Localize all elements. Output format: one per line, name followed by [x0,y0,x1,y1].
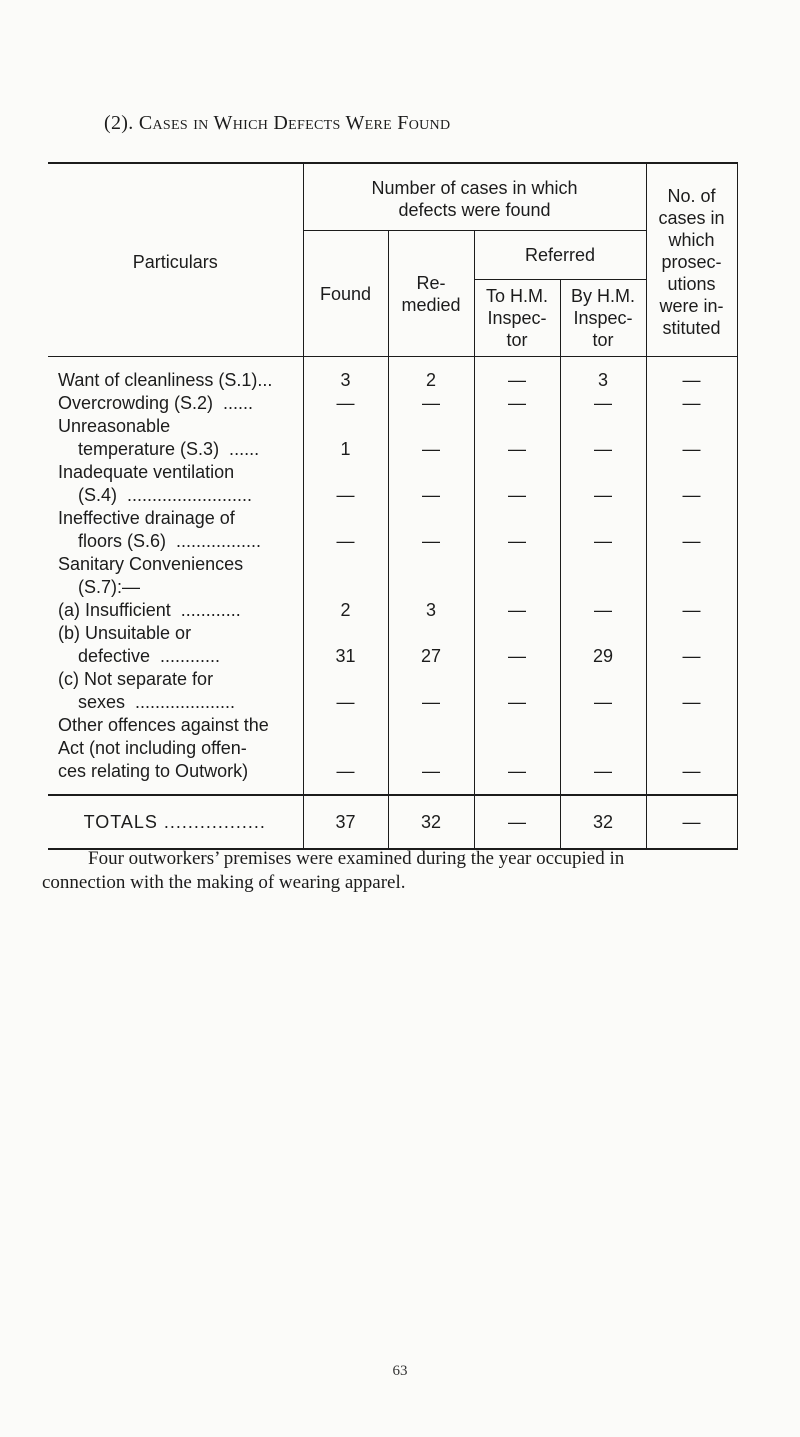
header-by-hm-inspector [560,280,646,357]
header-group-text: Number of cases in which defects were found [371,178,578,220]
cell-remedied: — [388,668,474,714]
totals-section [48,795,737,849]
cell-to-hm: — [474,415,560,461]
row-label: Unreasonable temperature (S.3) ...... [58,416,260,459]
cell-to-hm: — [474,357,560,393]
cell-remedied: — [388,415,474,461]
cell-remedied: 3 [388,553,474,622]
table-row [48,507,737,553]
table-row [48,357,737,393]
table-row [48,622,737,668]
header-number-of-cases [303,163,646,231]
cell-prosecutions: — [646,461,737,507]
header-remedied-text: Re-medied [401,272,461,315]
cell-by-hm: — [560,392,646,415]
cell-remedied: — [388,507,474,553]
section-title: Cases in Which Defects Were Found [138,112,451,134]
header-prosecutions [646,163,737,357]
cell-by-hm: — [560,507,646,553]
header-referred: Referred [474,231,646,280]
cell-prosecutions: — [646,622,737,668]
table-row [48,392,737,415]
totals-prosecutions: — [646,795,737,849]
section-number: (2). [104,112,134,134]
cell-found: — [303,461,388,507]
note-line-2: connection with the making of wearing apparel. [42,872,406,893]
totals-label: TOTALS ................. [48,795,303,849]
row-label: Ineffective drainage of floors (S.6) ................. [58,508,262,551]
header-to-hm-inspector [474,280,560,357]
cell-found: 1 [303,415,388,461]
table-row [48,668,737,714]
cell-by-hm: — [560,553,646,622]
cell-to-hm: — [474,392,560,415]
cell-found: — [303,714,388,795]
cell-found: 2 [303,553,388,622]
defects-table [48,162,738,850]
cell-prosecutions: — [646,507,737,553]
cell-remedied: — [388,392,474,415]
cell-to-hm: — [474,668,560,714]
totals-to-hm: — [474,795,560,849]
row-label: (b) Unsuitable or defective ............ [58,623,221,666]
totals-remedied: 32 [388,795,474,849]
table-row [48,714,737,795]
outworkers-note [42,847,788,895]
table-row [48,461,737,507]
table-body [48,357,737,796]
cell-by-hm: — [560,461,646,507]
row-label: Sanitary Conveniences (S.7):— (a) Insufficient ............ [58,554,244,620]
cell-prosecutions: — [646,668,737,714]
note-line-1: Four outworkers’ premises were examined during the year occupied in [88,848,625,869]
cell-by-hm: — [560,668,646,714]
cell-prosecutions: — [646,415,737,461]
cell-prosecutions: — [646,553,737,622]
cell-to-hm: — [474,714,560,795]
cell-remedied: — [388,461,474,507]
page-number: 63 [392,1363,408,1379]
header-remedied [388,231,474,357]
cell-remedied: 27 [388,622,474,668]
cell-to-hm: — [474,553,560,622]
cell-by-hm: 3 [560,357,646,393]
cell-to-hm: — [474,622,560,668]
section-heading [104,112,450,135]
header-particulars: Particulars [48,163,303,357]
cell-by-hm: — [560,714,646,795]
totals-by-hm: 32 [560,795,646,849]
table-row [48,415,737,461]
header-prosecutions-text: No. of cases in which prosec-utions were in-stituted [658,186,725,338]
cell-remedied: — [388,714,474,795]
header-to-hm-text: To H.M. Inspec-tor [485,286,548,350]
cell-by-hm: — [560,415,646,461]
cell-to-hm: — [474,461,560,507]
cell-prosecutions: — [646,357,737,393]
cell-found: 31 [303,622,388,668]
cell-found: — [303,668,388,714]
cell-to-hm: — [474,507,560,553]
table-row [48,553,737,622]
row-label: Other offences against the Act (not including offen- ces relating to Outwork) [58,715,269,781]
cell-found: — [303,392,388,415]
cell-by-hm: 29 [560,622,646,668]
row-label: Want of cleanliness (S.1)... [58,370,273,390]
totals-found: 37 [303,795,388,849]
cell-prosecutions: — [646,714,737,795]
totals-row [48,795,737,849]
cell-remedied: 2 [388,357,474,393]
row-label: Inadequate ventilation (S.4) ......................... [58,462,253,505]
cell-found: — [303,507,388,553]
cell-prosecutions: — [646,392,737,415]
header-by-hm-text: By H.M. Inspec-tor [570,286,635,350]
row-label: (c) Not separate for sexes .................... [58,669,236,712]
row-label: Overcrowding (S.2) ...... [58,393,254,413]
header-found: Found [303,231,388,357]
cell-found: 3 [303,357,388,393]
